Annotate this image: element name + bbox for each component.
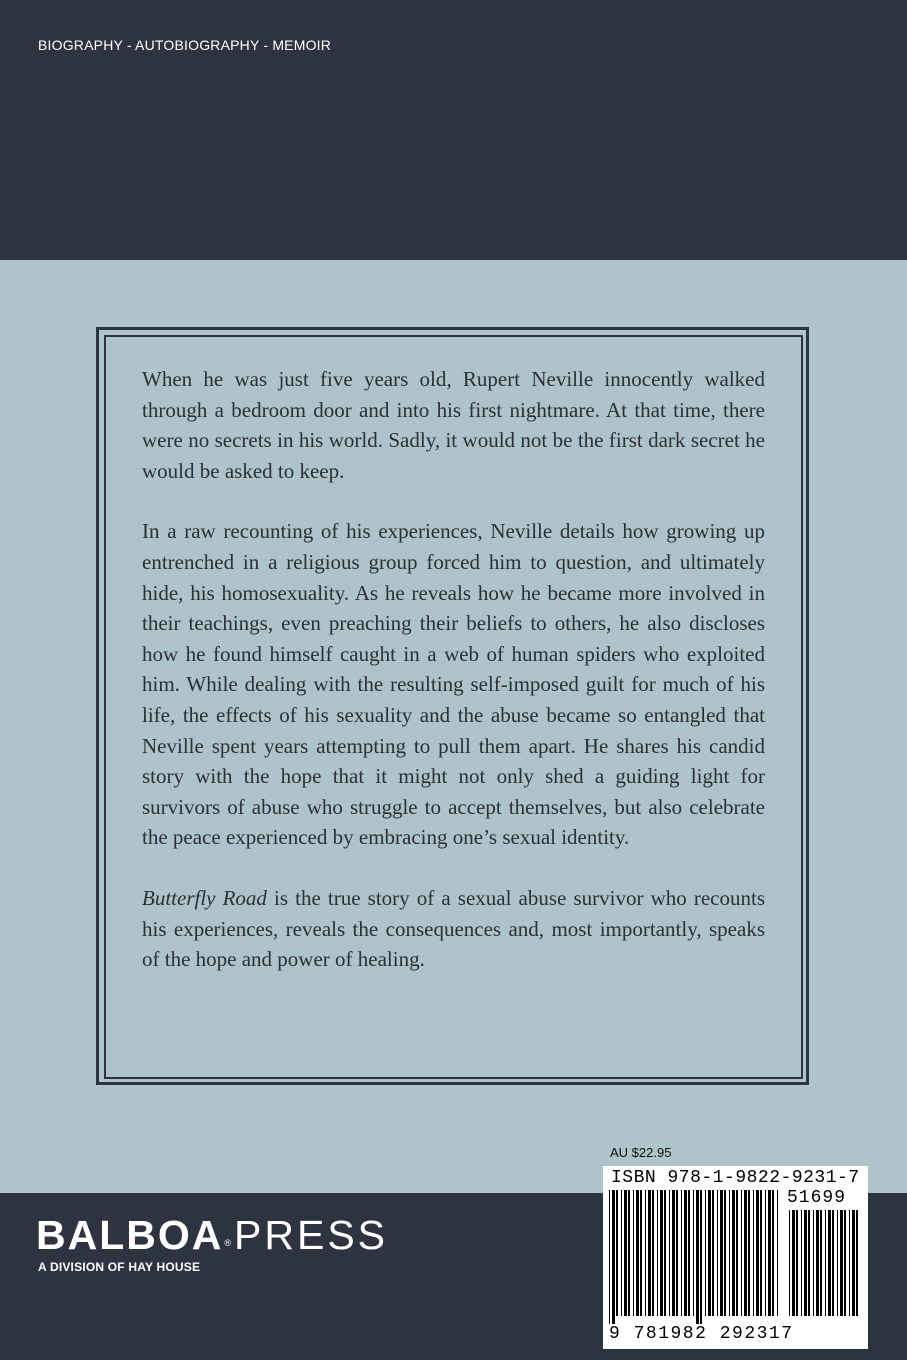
barcode-bar: [717, 1190, 718, 1316]
barcode-bar: [820, 1210, 822, 1316]
publisher-logo: [36, 1212, 388, 1259]
price-label: AU $22.95: [610, 1145, 672, 1160]
barcode-bar: [657, 1190, 658, 1316]
barcode-bar: [804, 1210, 807, 1316]
barcode-bar: [720, 1190, 723, 1316]
barcode-bar: [753, 1190, 754, 1316]
barcode-bar: [696, 1190, 699, 1324]
barcode-bar: [652, 1190, 654, 1316]
barcode-bar: [672, 1190, 675, 1316]
barcode-bar: [621, 1190, 622, 1316]
barcode-bar: [636, 1190, 639, 1316]
barcode-bar: [808, 1210, 810, 1316]
blurb-paragraph-1: When he was just five years old, Rupert Neville innocently walked through a bedroom door and into his first nightmare. At that time, there were no secrets in his world. Sadly, it would not be the first dark secret he would be asked to keep.: [142, 367, 765, 483]
barcode-bar: [796, 1210, 798, 1316]
barcode-bar: [700, 1190, 702, 1324]
barcode-bar: [828, 1210, 831, 1316]
barcode-main: [607, 1190, 783, 1324]
addon-code: 51699: [787, 1188, 847, 1208]
barcode-bar: [645, 1190, 646, 1316]
book-title: Butterfly Road: [142, 885, 267, 910]
barcode-bar: [724, 1190, 726, 1316]
barcode-bar: [748, 1190, 750, 1316]
registered-mark: ®: [224, 1238, 234, 1248]
barcode-box: [603, 1166, 868, 1349]
barcode-bar: [837, 1210, 838, 1316]
publisher-division: A DIVISION OF HAY HOUSE: [38, 1260, 201, 1274]
blurb-paragraph-3: [142, 883, 765, 975]
barcode-bar: [681, 1190, 682, 1316]
publisher-name-bold: BALBOA: [36, 1212, 224, 1258]
barcode-bar: [816, 1210, 819, 1316]
barcode-bar: [648, 1190, 651, 1316]
barcode-bar: [789, 1210, 790, 1316]
barcode-bar: [849, 1210, 850, 1316]
category-label: BIOGRAPHY - AUTOBIOGRAPHY - MEMOIR: [38, 37, 332, 53]
barcode-bar: [825, 1210, 826, 1316]
barcode-bar: [616, 1190, 618, 1316]
barcode-bar: [756, 1190, 759, 1316]
barcode-bar: [844, 1210, 846, 1316]
barcode-bar: [732, 1190, 735, 1316]
barcode-bar: [684, 1190, 687, 1316]
barcode-bar: [813, 1210, 814, 1316]
barcode-addon: [787, 1210, 863, 1324]
barcode-bar: [664, 1190, 666, 1316]
barcode-bar: [772, 1190, 774, 1316]
barcode-bar: [744, 1190, 747, 1316]
barcode-bar: [852, 1210, 855, 1316]
barcode-bar: [765, 1190, 766, 1316]
barcode-bar: [688, 1190, 690, 1316]
isbn-label: ISBN 978-1-9822-9231-7: [611, 1168, 860, 1188]
barcode-bar: [729, 1190, 730, 1316]
barcode-bar: [736, 1190, 738, 1316]
blurb-paragraph-3-text: is the true story of a sexual abuse survivor who recounts his experiences, reveals the consequences and, most importantly, speaks of the hope and power of healing.: [142, 885, 765, 972]
barcode-bar: [832, 1210, 834, 1316]
barcode-bar: [705, 1190, 706, 1316]
barcode-bar: [708, 1190, 711, 1316]
blurb-paragraph-2: In a raw recounting of his experiences, Neville details how growing up entrenched in a religious group forced him to question, and ultimately hide, his homosexuality. As he reveals how he became more involved in their teachings, even preaching their beliefs to others, he also discloses how he found himself caught in a web of human spiders who exploited him. While dealing with the resulting self-imposed guilt for much of his life, the effects of his sexuality and the abuse became so entangled that Neville spent years attempting to pull them apart. He shares his candid story with the hope that it might not only shed a guiding light for survivors of abuse who struggle to accept themselves, but also celebrate the peace experienced by embracing one’s sexual identity.: [142, 519, 765, 850]
barcode-bar: [624, 1190, 627, 1316]
barcode-bar: [633, 1190, 634, 1316]
barcode-bar: [760, 1190, 762, 1316]
barcode-bar: [741, 1190, 742, 1316]
barcode-bar: [712, 1190, 714, 1316]
barcode-bar: [612, 1190, 615, 1324]
barcode-bar: [777, 1190, 778, 1316]
barcode-bar: [609, 1190, 610, 1324]
barcode-bar: [792, 1210, 795, 1316]
barcode-bar: [840, 1210, 843, 1316]
barcode-bar: [676, 1190, 678, 1316]
barcode-bar: [628, 1190, 630, 1316]
barcode-bar: [801, 1210, 802, 1316]
barcode-digits: 9 781982 292317: [609, 1324, 794, 1344]
barcode-bar: [856, 1210, 858, 1316]
barcode-bar: [768, 1190, 771, 1316]
barcode-bar: [660, 1190, 663, 1316]
barcode-bar: [669, 1190, 670, 1316]
barcode-bar: [693, 1190, 694, 1316]
publisher-name-light: PRESS: [234, 1212, 389, 1258]
blurb-text: [142, 364, 765, 975]
barcode-bar: [640, 1190, 642, 1316]
